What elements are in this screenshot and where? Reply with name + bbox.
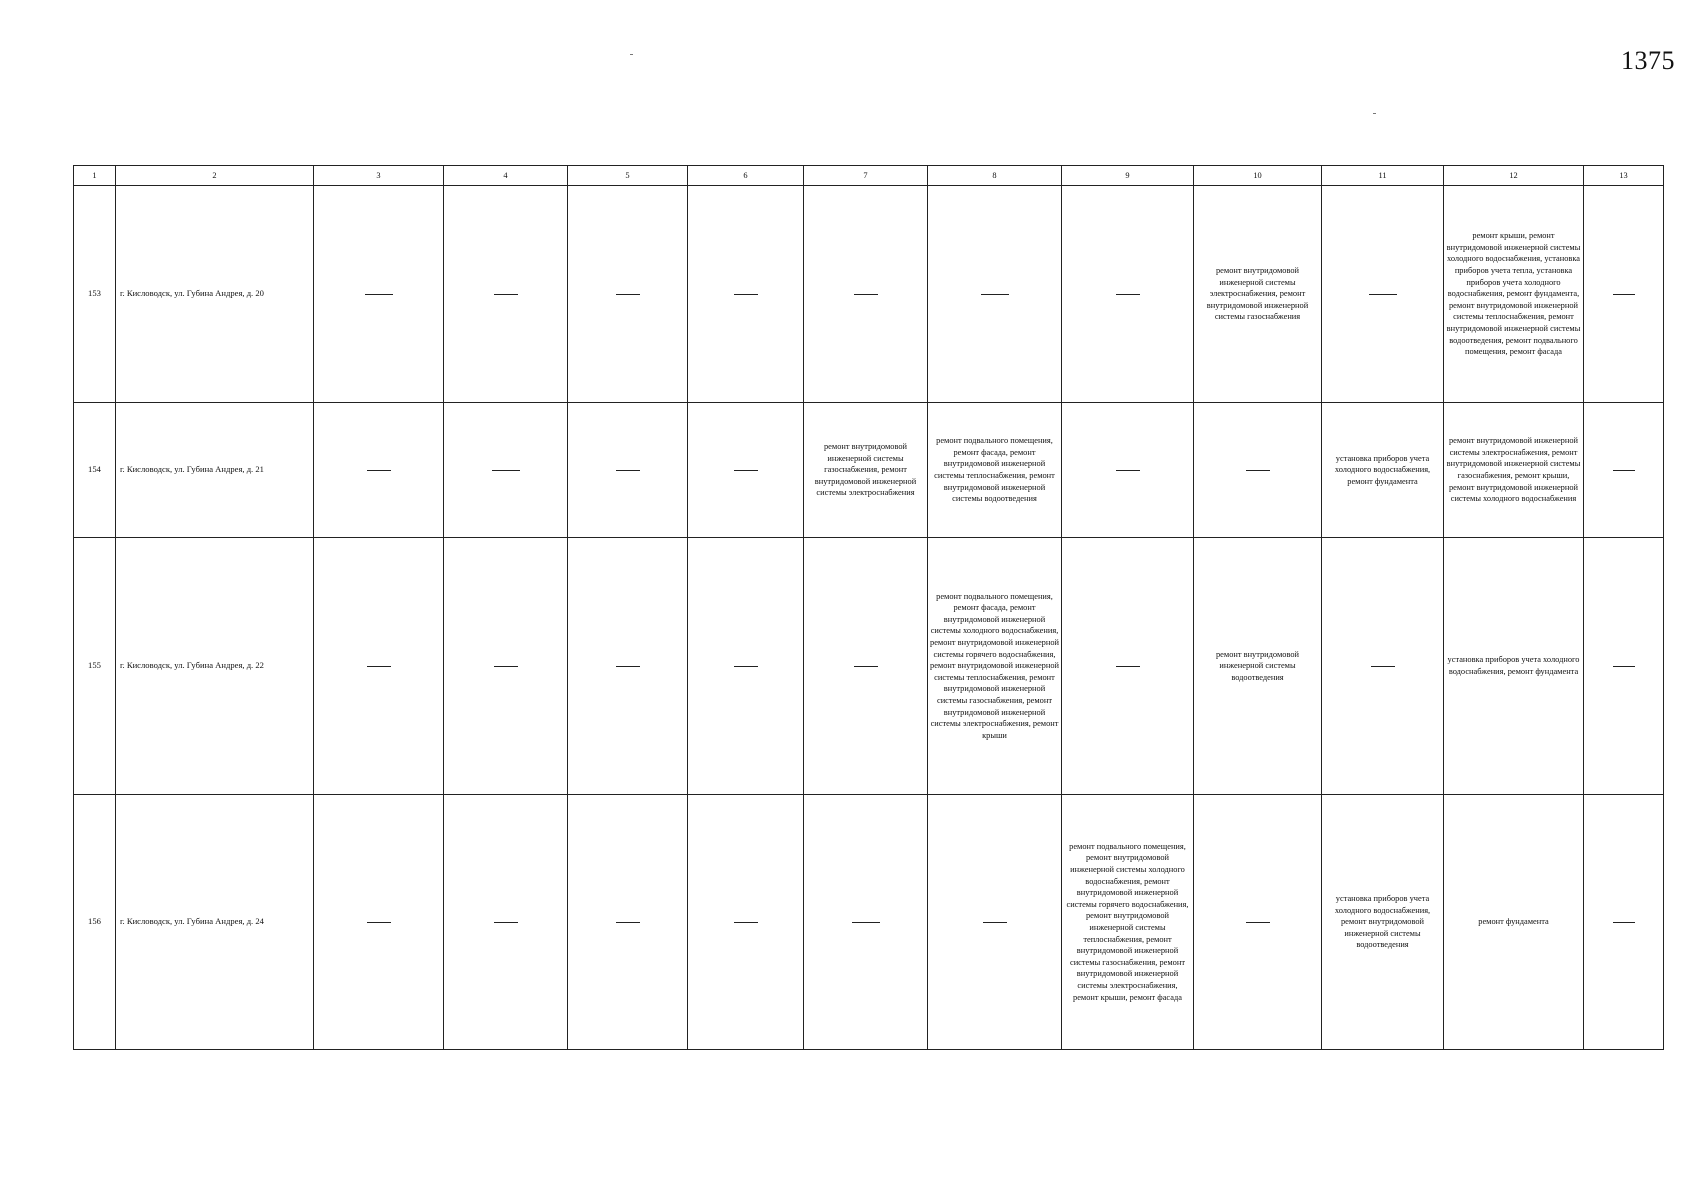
empty-cell (314, 795, 444, 1050)
empty-cell (1584, 186, 1664, 403)
dash-mark (1369, 294, 1397, 295)
empty-cell (804, 186, 928, 403)
empty-cell (444, 186, 568, 403)
dash-mark (1371, 666, 1395, 667)
empty-cell (1584, 795, 1664, 1050)
empty-cell (688, 538, 804, 795)
empty-cell (688, 403, 804, 538)
address-cell: г. Кисловодск, ул. Губина Андрея, д. 21 (116, 403, 314, 538)
column-header: 8 (928, 166, 1062, 186)
column-header: 6 (688, 166, 804, 186)
empty-cell (688, 186, 804, 403)
row-number: 156 (74, 795, 116, 1050)
dash-mark (734, 470, 758, 471)
column-header: 10 (1194, 166, 1322, 186)
row-number: 154 (74, 403, 116, 538)
column-header: 3 (314, 166, 444, 186)
table-row (74, 403, 1664, 538)
empty-cell (688, 795, 804, 1050)
works-cell: ремонт внутридомовой инженерной системы водоотведения (1194, 538, 1322, 795)
dash-mark (492, 470, 520, 471)
dash-mark (616, 666, 640, 667)
dash-mark (1246, 470, 1270, 471)
empty-cell (928, 186, 1062, 403)
empty-cell (1322, 538, 1444, 795)
dash-mark (1246, 922, 1270, 923)
dash-mark (854, 666, 878, 667)
empty-cell (568, 403, 688, 538)
repair-schedule-table (73, 165, 1664, 1050)
works-cell: ремонт внутридомовой инженерной системы газоснабжения, ремонт внутридомовой инженерной системы электроснабжения (804, 403, 928, 538)
dash-mark (734, 922, 758, 923)
empty-cell (444, 795, 568, 1050)
dash-mark (367, 922, 391, 923)
dash-mark (494, 666, 518, 667)
empty-cell (804, 795, 928, 1050)
empty-cell (444, 403, 568, 538)
empty-cell (1194, 795, 1322, 1050)
empty-cell (444, 538, 568, 795)
dash-mark (494, 294, 518, 295)
address-cell: г. Кисловодск, ул. Губина Андрея, д. 24 (116, 795, 314, 1050)
dash-mark (1116, 470, 1140, 471)
works-cell: установка приборов учета холодного водоснабжения, ремонт внутридомовой инженерной системы водоотведения (1322, 795, 1444, 1050)
empty-cell (314, 186, 444, 403)
column-header: 1 (74, 166, 116, 186)
dash-mark (852, 922, 880, 923)
dash-mark (616, 294, 640, 295)
empty-cell (1584, 403, 1664, 538)
column-header: 4 (444, 166, 568, 186)
column-header: 2 (116, 166, 314, 186)
address-cell: г. Кисловодск, ул. Губина Андрея, д. 22 (116, 538, 314, 795)
empty-cell (804, 538, 928, 795)
works-cell: ремонт внутридомовой инженерной системы электроснабжения, ремонт внутридомовой инженерной системы газоснабжения (1194, 186, 1322, 403)
dash-mark (365, 294, 393, 295)
empty-cell (314, 538, 444, 795)
table-row (74, 538, 1664, 795)
scan-speck (630, 54, 633, 55)
empty-cell (1062, 403, 1194, 538)
dash-mark (1613, 922, 1635, 923)
dash-mark (1613, 666, 1635, 667)
row-number: 153 (74, 186, 116, 403)
column-header: 11 (1322, 166, 1444, 186)
empty-cell (568, 186, 688, 403)
dash-mark (367, 666, 391, 667)
address-cell: г. Кисловодск, ул. Губина Андрея, д. 20 (116, 186, 314, 403)
empty-cell (1194, 403, 1322, 538)
column-header: 7 (804, 166, 928, 186)
column-header: 9 (1062, 166, 1194, 186)
empty-cell (1062, 186, 1194, 403)
dash-mark (616, 922, 640, 923)
column-number-row (74, 166, 1664, 186)
dash-mark (367, 470, 391, 471)
works-cell: установка приборов учета холодного водоснабжения, ремонт фундамента (1444, 538, 1584, 795)
empty-cell (1584, 538, 1664, 795)
dash-mark (494, 922, 518, 923)
dash-mark (734, 666, 758, 667)
column-header: 13 (1584, 166, 1664, 186)
empty-cell (568, 795, 688, 1050)
empty-cell (314, 403, 444, 538)
empty-cell (568, 538, 688, 795)
works-cell: ремонт крыши, ремонт внутридомовой инженерной системы холодного водоснабжения, установка приборов учета тепла, установка приборов учета холодного водоснабжения, ремонт фундамента, ремонт внутридомовой инженерной системы теплоснабжения, ремонт внутридомовой инженерной системы водоотведения, ремонт подвального помещения, ремонт фасада (1444, 186, 1584, 403)
dash-mark (734, 294, 758, 295)
empty-cell (1322, 186, 1444, 403)
works-cell: ремонт подвального помещения, ремонт внутридомовой инженерной системы холодного водоснабжения, ремонт внутридомовой инженерной системы горячего водоснабжения, ремонт внутридомовой инженерной системы теплоснабжения, ремонт внутридомовой инженерной системы газоснабжения, ремонт внутридомовой инженерной системы электроснабжения, ремонт крыши, ремонт фасада (1062, 795, 1194, 1050)
dash-mark (1116, 666, 1140, 667)
scan-speck (1373, 113, 1376, 114)
dash-mark (1116, 294, 1140, 295)
works-cell: установка приборов учета холодного водоснабжения, ремонт фундамента (1322, 403, 1444, 538)
dash-mark (983, 922, 1007, 923)
dash-mark (854, 294, 878, 295)
table-row (74, 795, 1664, 1050)
empty-cell (1062, 538, 1194, 795)
works-cell: ремонт подвального помещения, ремонт фасада, ремонт внутридомовой инженерной системы холодного водоснабжения, ремонт внутридомовой инженерной системы горячего водоснабжения, ремонт внутридомовой инженерной системы теплоснабжения, ремонт внутридомовой инженерной системы газоснабжения, ремонт внутридомовой инженерной системы электроснабжения, ремонт крыши (928, 538, 1062, 795)
works-cell: ремонт внутридомовой инженерной системы электроснабжения, ремонт внутридомовой инженерной системы газоснабжения, ремонт крыши, ремонт внутридомовой инженерной системы холодного водоснабжения (1444, 403, 1584, 538)
page-number: 1375 (1621, 46, 1675, 75)
table-row (74, 186, 1664, 403)
column-header: 12 (1444, 166, 1584, 186)
dash-mark (981, 294, 1009, 295)
dash-mark (1613, 470, 1635, 471)
column-header: 5 (568, 166, 688, 186)
empty-cell (928, 795, 1062, 1050)
dash-mark (1613, 294, 1635, 295)
row-number: 155 (74, 538, 116, 795)
dash-mark (616, 470, 640, 471)
works-cell: ремонт подвального помещения, ремонт фасада, ремонт внутридомовой инженерной системы теплоснабжения, ремонт внутридомовой инженерной системы водоотведения (928, 403, 1062, 538)
works-cell: ремонт фундамента (1444, 795, 1584, 1050)
